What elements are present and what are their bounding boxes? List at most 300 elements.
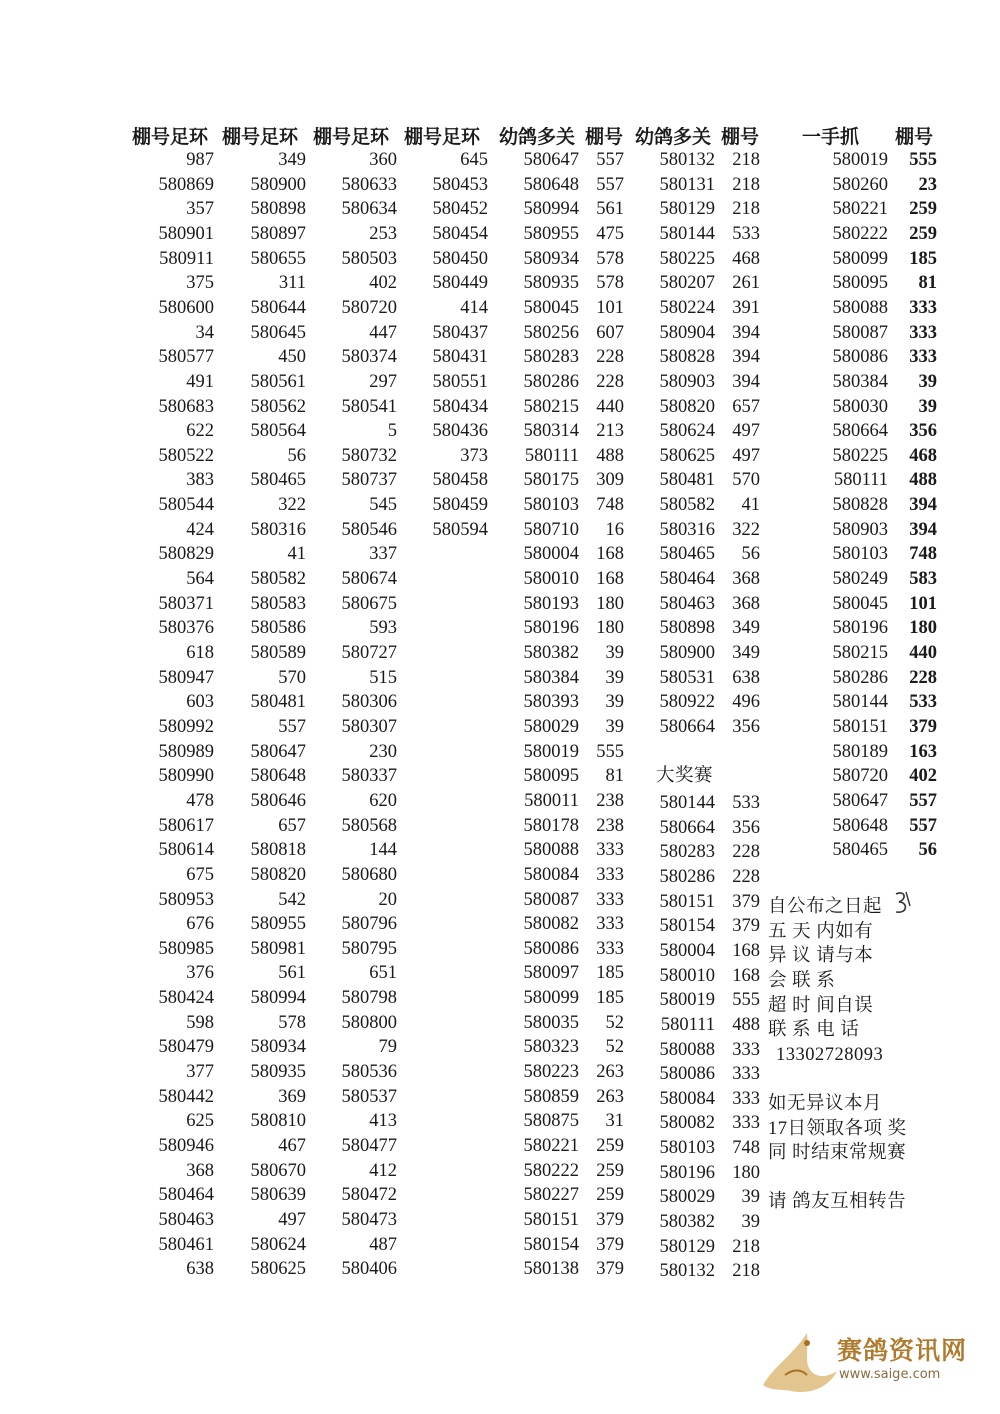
cell-c9-21: 580286 (832, 667, 888, 688)
cell-c9-18: 580045 (832, 593, 888, 614)
cell-c3-24: 230 (369, 741, 397, 762)
cell-c6-1: 557 (596, 174, 624, 195)
cell-c4-12: 373 (460, 445, 488, 466)
cell-c8b-12: 333 (732, 1088, 760, 1109)
cell-c6-12: 488 (596, 445, 624, 466)
cell-c6-45: 379 (596, 1259, 624, 1280)
cell-c6-20: 39 (605, 643, 624, 663)
cell-c1-5: 375 (186, 273, 214, 294)
cell-c7b-4: 580151 (659, 891, 715, 912)
cell-c3-43: 580473 (341, 1209, 397, 1230)
cell-c2-5: 311 (278, 273, 306, 294)
cell-c1-28: 580614 (158, 840, 214, 861)
cell-c10-25: 402 (909, 766, 937, 787)
cell-c1-31: 676 (186, 914, 214, 935)
cell-c9-3: 580222 (832, 223, 888, 244)
cell-c4-8: 580431 (432, 347, 488, 368)
cell-c5-40: 580221 (523, 1136, 579, 1156)
cell-c2-27: 657 (278, 815, 306, 836)
cell-c9-13: 580111 (833, 470, 888, 491)
notice2-line-4: 请 鸽友互相转告 (768, 1192, 907, 1212)
cell-c5-19: 580196 (523, 618, 579, 639)
cell-c7b-7: 580010 (659, 965, 715, 986)
cell-c1-37: 377 (186, 1062, 214, 1083)
cell-c10-16: 748 (909, 544, 937, 565)
cell-c5-43: 580151 (523, 1209, 579, 1230)
cell-c8b-19: 218 (732, 1261, 760, 1282)
cell-c6-25: 81 (605, 766, 624, 787)
cell-c8a-6: 391 (732, 297, 760, 318)
cell-c1-45: 638 (186, 1259, 214, 1280)
cell-c1-1: 580869 (158, 174, 214, 195)
cell-c7b-10: 580088 (659, 1039, 715, 1060)
cell-c5-10: 580215 (523, 396, 579, 417)
cell-c8a-22: 496 (732, 692, 760, 713)
notice2-line-2: 17日领取各项 奖 (768, 1119, 907, 1139)
cell-c6-24: 555 (596, 741, 624, 762)
cell-c3-32: 580795 (341, 938, 397, 959)
cell-c2-23: 557 (278, 716, 306, 737)
cell-c4-9: 580551 (432, 371, 488, 392)
cell-c5-32: 580086 (523, 938, 579, 959)
cell-c2-36: 580934 (250, 1037, 306, 1058)
cell-c9-12: 580225 (832, 445, 888, 466)
cell-c8a-3: 533 (732, 223, 760, 244)
cell-c1-8: 580577 (158, 347, 214, 368)
cell-c4-1: 580453 (432, 174, 488, 195)
cell-c9-9: 580384 (832, 371, 888, 392)
cell-c10-1: 23 (918, 174, 937, 195)
cell-c3-10: 580541 (341, 396, 397, 417)
cell-c3-44: 487 (369, 1234, 397, 1255)
cell-c3-9: 297 (369, 371, 397, 392)
cell-c3-26: 620 (369, 790, 397, 811)
cell-c1-14: 580544 (158, 495, 214, 516)
cell-c7a-2: 580129 (659, 199, 715, 220)
cell-c9-17: 580249 (832, 569, 888, 590)
cell-c2-19: 580586 (250, 618, 306, 639)
cell-c2-22: 580481 (250, 692, 306, 713)
cell-c8b-16: 39 (741, 1187, 760, 1208)
cell-c2-40: 467 (278, 1136, 306, 1156)
cell-c8b-11: 333 (732, 1064, 760, 1085)
cell-c5-2: 580994 (523, 199, 579, 220)
cell-c8b-1: 356 (732, 817, 760, 838)
cell-c2-28: 580818 (250, 840, 306, 861)
cell-c2-11: 580564 (250, 421, 306, 442)
cell-c1-10: 580683 (158, 396, 214, 417)
pigeon-logo-icon (755, 1325, 839, 1405)
cell-c6-2: 561 (596, 199, 624, 220)
cell-c5-28: 580088 (523, 840, 579, 861)
cell-c5-26: 580011 (524, 790, 579, 811)
cell-c1-7: 34 (195, 322, 214, 343)
cell-c8b-6: 168 (732, 940, 760, 961)
cell-c2-3: 580897 (250, 223, 306, 244)
cell-c2-14: 322 (278, 495, 306, 516)
cell-c10-7: 333 (909, 322, 937, 343)
cell-c6-14: 748 (596, 495, 624, 516)
cell-c1-6: 580600 (158, 297, 214, 318)
cell-c7b-6: 580004 (659, 940, 715, 961)
cell-c6-13: 309 (596, 470, 624, 491)
cell-c5-37: 580223 (523, 1062, 579, 1083)
cell-c7a-18: 580463 (659, 593, 715, 614)
cell-c2-6: 580644 (250, 297, 306, 318)
cell-c3-31: 580796 (341, 914, 397, 935)
cell-c3-41: 412 (369, 1160, 397, 1181)
cell-c5-0: 580647 (523, 150, 579, 170)
cell-c7b-3: 580286 (659, 866, 715, 887)
cell-c1-16: 580829 (158, 544, 214, 565)
cell-c10-8: 333 (909, 347, 937, 368)
cell-c3-22: 580306 (341, 692, 397, 713)
cell-c4-5: 580449 (432, 273, 488, 294)
cell-c2-9: 580561 (250, 371, 306, 392)
cell-c7b-0: 580144 (659, 793, 715, 813)
cell-c8a-0: 218 (732, 150, 760, 170)
cell-c6-34: 185 (596, 988, 624, 1009)
cell-c5-25: 580095 (523, 766, 579, 787)
cell-c8a-21: 638 (732, 667, 760, 688)
cell-c5-9: 580286 (523, 371, 579, 392)
cell-c1-41: 368 (186, 1160, 214, 1181)
cell-c7a-4: 580225 (659, 248, 715, 269)
cell-c2-0: 349 (278, 150, 306, 170)
cell-c2-33: 561 (278, 963, 306, 984)
cell-c1-22: 603 (186, 692, 214, 713)
cell-c6-18: 180 (596, 593, 624, 614)
cell-c3-27: 580568 (341, 815, 397, 836)
cell-c5-5: 580935 (523, 273, 579, 294)
cell-c3-29: 580680 (341, 864, 397, 885)
cell-c1-9: 491 (186, 371, 214, 392)
cell-c6-3: 475 (596, 223, 624, 244)
cell-c3-30: 20 (378, 889, 397, 910)
cell-c6-19: 180 (596, 618, 624, 639)
cell-c5-3: 580955 (523, 223, 579, 244)
cell-c6-7: 607 (596, 322, 624, 343)
cell-c6-27: 238 (596, 815, 624, 836)
cell-c2-38: 369 (278, 1086, 306, 1107)
cell-c3-7: 447 (369, 322, 397, 343)
cell-c7a-22: 580922 (659, 692, 715, 713)
cell-c1-18: 580371 (158, 593, 214, 614)
notice-line-3: 异 议 请与本 (768, 946, 874, 966)
cell-c5-38: 580859 (523, 1086, 579, 1107)
cell-c8a-19: 349 (732, 618, 760, 639)
cell-c10-28: 56 (918, 840, 937, 861)
cell-c3-5: 402 (369, 273, 397, 294)
cell-c1-15: 424 (186, 519, 214, 540)
cell-c8a-13: 570 (732, 470, 760, 491)
notice2-line-3: 同 时结束常规赛 (768, 1143, 907, 1163)
cell-c2-29: 580820 (250, 864, 306, 885)
cell-c7b-9: 580111 (660, 1014, 715, 1035)
cell-c10-0: 555 (909, 150, 937, 170)
cell-c9-6: 580088 (832, 297, 888, 318)
cell-c6-26: 238 (596, 790, 624, 811)
cell-c1-20: 618 (186, 643, 214, 663)
cell-c5-23: 580029 (523, 716, 579, 737)
cell-c10-19: 180 (909, 618, 937, 639)
cell-c1-36: 580479 (158, 1037, 214, 1058)
cell-c2-26: 580646 (250, 790, 306, 811)
cell-c7a-12: 580625 (659, 445, 715, 466)
cell-c5-34: 580099 (523, 988, 579, 1009)
cell-c10-2: 259 (909, 199, 937, 220)
cell-c8b-4: 379 (732, 891, 760, 912)
cell-c2-32: 580981 (250, 938, 306, 959)
cell-c9-1: 580260 (832, 174, 888, 195)
cell-c3-19: 593 (369, 618, 397, 639)
cell-c6-39: 31 (605, 1111, 624, 1132)
cell-c7a-6: 580224 (659, 297, 715, 318)
cell-c8b-10: 333 (732, 1039, 760, 1060)
cell-c1-4: 580911 (159, 248, 214, 269)
cell-c6-32: 333 (596, 938, 624, 959)
cell-c7b-12: 580084 (659, 1088, 715, 1109)
cell-c7b-11: 580086 (659, 1064, 715, 1085)
cell-c8a-11: 497 (732, 421, 760, 442)
cell-c4-4: 580450 (432, 248, 488, 269)
cell-c1-32: 580985 (158, 938, 214, 959)
cell-c2-15: 580316 (250, 519, 306, 540)
cell-c8b-8: 555 (732, 990, 760, 1011)
cell-c9-22: 580144 (832, 692, 888, 713)
cell-c1-33: 376 (186, 963, 214, 984)
cell-c1-34: 580424 (158, 988, 214, 1009)
cell-c5-33: 580097 (523, 963, 579, 984)
cell-c9-7: 580087 (832, 322, 888, 343)
cell-c9-2: 580221 (832, 199, 888, 220)
cell-c10-12: 468 (909, 445, 937, 466)
cell-c1-35: 598 (186, 1012, 214, 1033)
cell-c1-42: 580464 (158, 1185, 214, 1206)
cell-c2-45: 580625 (250, 1259, 306, 1280)
cell-c9-15: 580903 (832, 519, 888, 540)
cell-c10-4: 185 (909, 248, 937, 269)
cell-c7a-3: 580144 (659, 223, 715, 244)
cell-c7b-13: 580082 (659, 1113, 715, 1134)
cell-c9-26: 580647 (832, 790, 888, 811)
cell-c10-14: 394 (909, 495, 937, 516)
cell-c8a-9: 394 (732, 371, 760, 392)
cell-c8a-5: 261 (732, 273, 760, 294)
cell-c2-21: 570 (278, 667, 306, 688)
cell-c2-1: 580900 (250, 174, 306, 195)
cell-c3-12: 580732 (341, 445, 397, 466)
cell-c2-25: 580648 (250, 766, 306, 787)
cell-c4-3: 580454 (432, 223, 488, 244)
cell-c6-40: 259 (596, 1136, 624, 1156)
cell-c9-10: 580030 (832, 396, 888, 417)
cell-c6-41: 259 (596, 1160, 624, 1181)
notice-line-4: 会 联 系 (768, 971, 836, 991)
cell-c6-29: 333 (596, 864, 624, 885)
cell-c7a-8: 580828 (659, 347, 715, 368)
cell-c1-26: 478 (186, 790, 214, 811)
cell-c5-31: 580082 (523, 914, 579, 935)
cell-c6-42: 259 (596, 1185, 624, 1206)
cell-c5-27: 580178 (523, 815, 579, 836)
notice-phone: 13302728093 (776, 1045, 884, 1065)
cell-c7a-11: 580624 (659, 421, 715, 442)
cell-c2-39: 580810 (250, 1111, 306, 1132)
cell-c1-43: 580463 (158, 1209, 214, 1230)
cell-c5-18: 580193 (523, 593, 579, 614)
cell-c6-31: 333 (596, 914, 624, 935)
cell-c1-21: 580947 (158, 667, 214, 688)
notice-line-5: 超 时 间自误 (768, 996, 874, 1016)
cell-c8b-17: 39 (741, 1212, 760, 1233)
cell-c5-35: 580035 (523, 1012, 579, 1033)
cell-c5-6: 580045 (523, 297, 579, 318)
cell-c7a-13: 580481 (659, 470, 715, 491)
cell-c5-21: 580384 (523, 667, 579, 688)
cell-c3-4: 580503 (341, 248, 397, 269)
cell-c5-4: 580934 (523, 248, 579, 269)
cell-c1-3: 580901 (158, 223, 214, 244)
cell-c8b-14: 748 (732, 1138, 760, 1159)
cell-c5-17: 580010 (523, 569, 579, 590)
cell-c5-13: 580175 (523, 470, 579, 491)
cell-c1-38: 580442 (158, 1086, 214, 1107)
cell-c3-37: 580536 (341, 1062, 397, 1083)
cell-c3-14: 545 (369, 495, 397, 516)
cell-c3-8: 580374 (341, 347, 397, 368)
cell-c6-0: 557 (596, 150, 624, 170)
cell-c8a-18: 368 (732, 593, 760, 614)
cell-c7b-8: 580019 (659, 990, 715, 1011)
cell-c3-28: 144 (369, 840, 397, 861)
cell-c7b-15: 580196 (659, 1162, 715, 1183)
cell-c2-37: 580935 (250, 1062, 306, 1083)
cell-c4-2: 580452 (432, 199, 488, 220)
cell-c8a-17: 368 (732, 569, 760, 590)
cell-c7b-16: 580029 (659, 1187, 715, 1208)
cell-c6-17: 168 (596, 569, 624, 590)
cell-c9-20: 580215 (832, 643, 888, 663)
cell-c1-24: 580989 (158, 741, 214, 762)
cell-c3-20: 580727 (341, 643, 397, 663)
cell-c7a-21: 580531 (659, 667, 715, 688)
cell-c5-16: 580004 (523, 544, 579, 565)
cell-c7b-14: 580103 (659, 1138, 715, 1159)
cell-c2-41: 580670 (250, 1160, 306, 1181)
cell-c4-11: 580436 (432, 421, 488, 442)
notice2-line-1: 如无异议本月 (768, 1094, 883, 1114)
cell-c1-13: 383 (186, 470, 214, 491)
cell-c3-6: 580720 (341, 297, 397, 318)
cell-c2-35: 578 (278, 1012, 306, 1033)
cell-c7a-16: 580465 (659, 544, 715, 565)
cell-c5-41: 580222 (523, 1160, 579, 1181)
cell-c7b-17: 580382 (659, 1212, 715, 1233)
cell-c3-3: 253 (369, 223, 397, 244)
cell-c1-30: 580953 (158, 889, 214, 910)
cell-c6-36: 52 (605, 1037, 624, 1058)
cell-c9-14: 580828 (832, 495, 888, 516)
cell-c5-8: 580283 (523, 347, 579, 368)
cell-c6-30: 333 (596, 889, 624, 910)
cell-c5-36: 580323 (523, 1037, 579, 1058)
cell-c6-11: 213 (596, 421, 624, 442)
cell-c8a-2: 218 (732, 199, 760, 220)
cell-c3-15: 580546 (341, 519, 397, 540)
cell-c8a-1: 218 (732, 174, 760, 195)
cell-c7b-2: 580283 (659, 842, 715, 863)
cell-c6-10: 440 (596, 396, 624, 417)
cell-c7b-18: 580129 (659, 1236, 715, 1257)
cell-c7a-1: 580131 (659, 174, 715, 195)
cell-c6-22: 39 (605, 692, 624, 713)
cell-c6-8: 228 (596, 347, 624, 368)
cell-c4-0: 645 (460, 150, 488, 170)
cell-c4-6: 414 (460, 297, 488, 318)
cell-c9-8: 580086 (832, 347, 888, 368)
cell-c10-27: 557 (909, 815, 937, 836)
cell-c3-39: 413 (369, 1111, 397, 1132)
cell-c5-30: 580087 (523, 889, 579, 910)
watermark-logo (755, 1325, 968, 1405)
cell-c9-28: 580465 (832, 840, 888, 861)
cell-c2-30: 542 (278, 889, 306, 910)
cell-c9-25: 580720 (832, 766, 888, 787)
cell-c10-21: 228 (909, 667, 937, 688)
cell-c3-13: 580737 (341, 470, 397, 491)
cell-c3-1: 580633 (341, 174, 397, 195)
cell-c1-44: 580461 (158, 1234, 214, 1255)
cell-c9-16: 580103 (832, 544, 888, 565)
cell-c8b-2: 228 (732, 842, 760, 863)
cell-c8b-15: 180 (732, 1162, 760, 1183)
cell-c6-6: 101 (596, 297, 624, 318)
cell-c7a-17: 580464 (659, 569, 715, 590)
cell-c5-29: 580084 (523, 864, 579, 885)
cell-c2-20: 580589 (250, 643, 306, 663)
cell-c5-24: 580019 (523, 741, 579, 762)
cell-c10-17: 583 (909, 569, 937, 590)
cell-c10-11: 356 (909, 421, 937, 442)
cell-c9-0: 580019 (832, 150, 888, 170)
header-col2: 棚号足环 (222, 127, 299, 148)
cell-c4-10: 580434 (432, 396, 488, 417)
cell-c9-11: 580664 (832, 421, 888, 442)
cell-c10-24: 163 (909, 741, 937, 762)
cell-c8a-20: 349 (732, 643, 760, 663)
cell-c9-24: 580189 (832, 741, 888, 762)
cell-c5-15: 580710 (523, 519, 579, 540)
cell-c3-34: 580798 (341, 988, 397, 1009)
header-col7: 幼鸽多关 (635, 127, 712, 148)
cell-c6-28: 333 (596, 840, 624, 861)
cell-c3-42: 580472 (341, 1185, 397, 1206)
cell-c4-14: 580459 (432, 495, 488, 516)
cell-c7a-19: 580898 (659, 618, 715, 639)
cell-c1-12: 580522 (158, 445, 214, 466)
cell-c8a-10: 657 (732, 396, 760, 417)
cell-c2-34: 580994 (250, 988, 306, 1009)
cell-c2-44: 580624 (250, 1234, 306, 1255)
cell-c6-44: 379 (596, 1234, 624, 1255)
cell-c8a-15: 322 (732, 519, 760, 540)
notice-line-1: 自公布之日起 (768, 897, 883, 917)
cell-c6-37: 263 (596, 1062, 624, 1083)
cell-c10-3: 259 (909, 223, 937, 244)
cell-c9-5: 580095 (832, 273, 888, 294)
cell-c7a-7: 580904 (659, 322, 715, 343)
